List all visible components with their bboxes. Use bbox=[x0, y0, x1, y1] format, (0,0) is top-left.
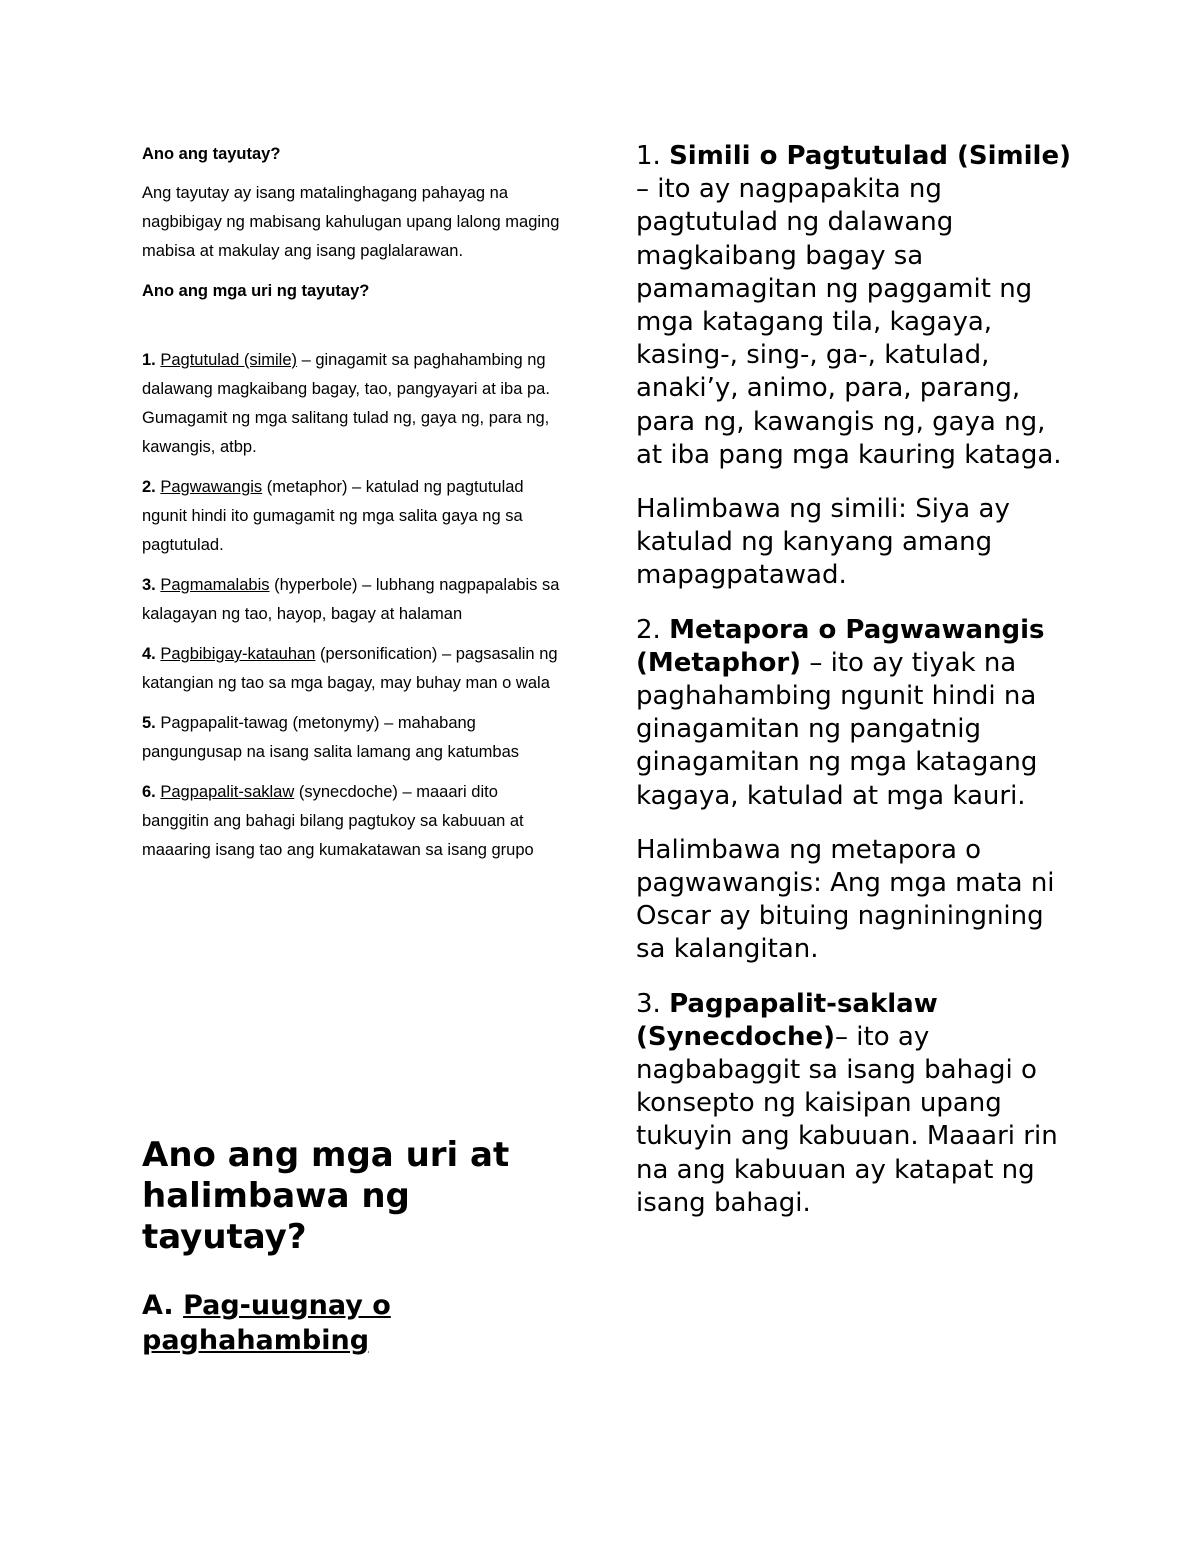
simile-example: Halimbawa ng simili: Siya ay katulad ng kanyang amang mapagpatawad. bbox=[636, 494, 1010, 591]
item-description: (hyperbole) – lubhang nagpapalabis sa kalagayan ng tao, hayop, bagay at halaman bbox=[142, 576, 560, 623]
right-column bbox=[636, 140, 1076, 1241]
term-definition: – ito ay tiyak na paghahambing ngunit hindi na ginagamitan ng pangatnig ginagamitan ng mga katagang kagaya, katulad at mga kauri. bbox=[636, 647, 1038, 811]
list-item bbox=[142, 778, 562, 865]
item-description: (personification) – pagsasalin ng katangian ng tao sa mga bagay, may buhay man o wala bbox=[142, 645, 558, 692]
question-heading-2: Ano ang mga uri ng tayutay? bbox=[142, 282, 370, 300]
question-heading-1: Ano ang tayutay? bbox=[142, 145, 281, 163]
term-definition: – ito ay nagpapakita ng pagtutulad ng dalawang magkaibang bagay sa pamamagitan ng paggamit ng mga katagang tila, kagaya, kasing-, sing-, ga-, katulad, anaki’y, animo, para, parang, para ng, kawangis ng, gaya ng, at iba pang mga kauring kataga. bbox=[636, 174, 1062, 470]
item-term: Pagbibigay-katauhan bbox=[160, 645, 316, 663]
term-title: Metapora o Pagwawangis (Metaphor) bbox=[636, 614, 1045, 678]
list-item bbox=[142, 571, 562, 629]
paragraph-number: 3. bbox=[636, 988, 670, 1019]
term-definition: – ito ay nagbabaggit sa isang bahagi o konsepto ng kaisipan upang tukuyin ang kabuuan. Maaari rin na ang kabuuan ay katapat ng isang bahagi. bbox=[636, 1021, 1058, 1218]
metaphor-example: Halimbawa ng metapora o pagwawangis: Ang mga mata ni Oscar ay bituing nagniningning sa kalangitan. bbox=[636, 834, 1055, 965]
item-description: (metaphor) – katulad ng pagtutulad ngunit hindi ito gumagamit ng mga salita gaya ng sa pagtutulad. bbox=[142, 478, 524, 554]
item-number: 6. bbox=[142, 783, 156, 801]
item-term: Pagwawangis bbox=[160, 478, 263, 496]
item-description: (synecdoche) – maaari dito banggitin ang bahagi bilang pagtukoy sa kabuuan at maaaring isang tao ang kumakatawan sa isang grupo bbox=[142, 783, 534, 859]
item-number: 4. bbox=[142, 645, 156, 663]
left-column bbox=[142, 140, 562, 876]
list-item bbox=[142, 346, 562, 462]
item-number: 2. bbox=[142, 478, 156, 496]
list-item bbox=[142, 640, 562, 698]
term-title: Simili o Pagtutulad (Simile) bbox=[669, 141, 1071, 171]
subsection-heading bbox=[142, 1288, 582, 1358]
subsection-letter: A. bbox=[142, 1290, 184, 1321]
paragraph-number: 2. bbox=[636, 614, 670, 645]
item-description: Pagpapalit-tawag (metonymy) – mahabang pangungusap na isang salita lamang ang katumbas bbox=[142, 714, 520, 761]
paragraph-number: 1. bbox=[636, 141, 670, 171]
subsection-title: Pag-uugnay o paghahambing bbox=[142, 1290, 391, 1356]
item-term: Pagmamalabis bbox=[160, 576, 270, 594]
item-term: Pagtutulad (simile) bbox=[160, 351, 297, 369]
item-number: 3. bbox=[142, 576, 156, 594]
simile-paragraph bbox=[636, 140, 1076, 472]
section-heading: Ano ang mga uri at halimbawa ng tayutay? bbox=[142, 1135, 510, 1257]
item-description: – ginagamit sa paghahambing ng dalawang magkaibang bagay, tao, pangyayari at iba pa. Gumagamit ng mga salitang tulad ng, gaya ng, para ng, kawangis, atbp. bbox=[142, 351, 550, 456]
definition-paragraph: Ang tayutay ay isang matalinghagang pahayag na nagbibigay ng mabisang kahulugan upang lalong maging mabisa at makulay ang isang paglalarawan. bbox=[142, 184, 560, 260]
item-term: Pagpapalit-saklaw bbox=[160, 783, 295, 801]
item-number: 1. bbox=[142, 351, 156, 369]
synecdoche-paragraph bbox=[636, 988, 1076, 1220]
item-number: 5. bbox=[142, 714, 156, 732]
metaphor-paragraph bbox=[636, 614, 1076, 813]
list-item bbox=[142, 709, 562, 767]
term-title: Pagpapalit-saklaw (Synecdoche) bbox=[636, 988, 938, 1052]
list-item bbox=[142, 473, 562, 560]
